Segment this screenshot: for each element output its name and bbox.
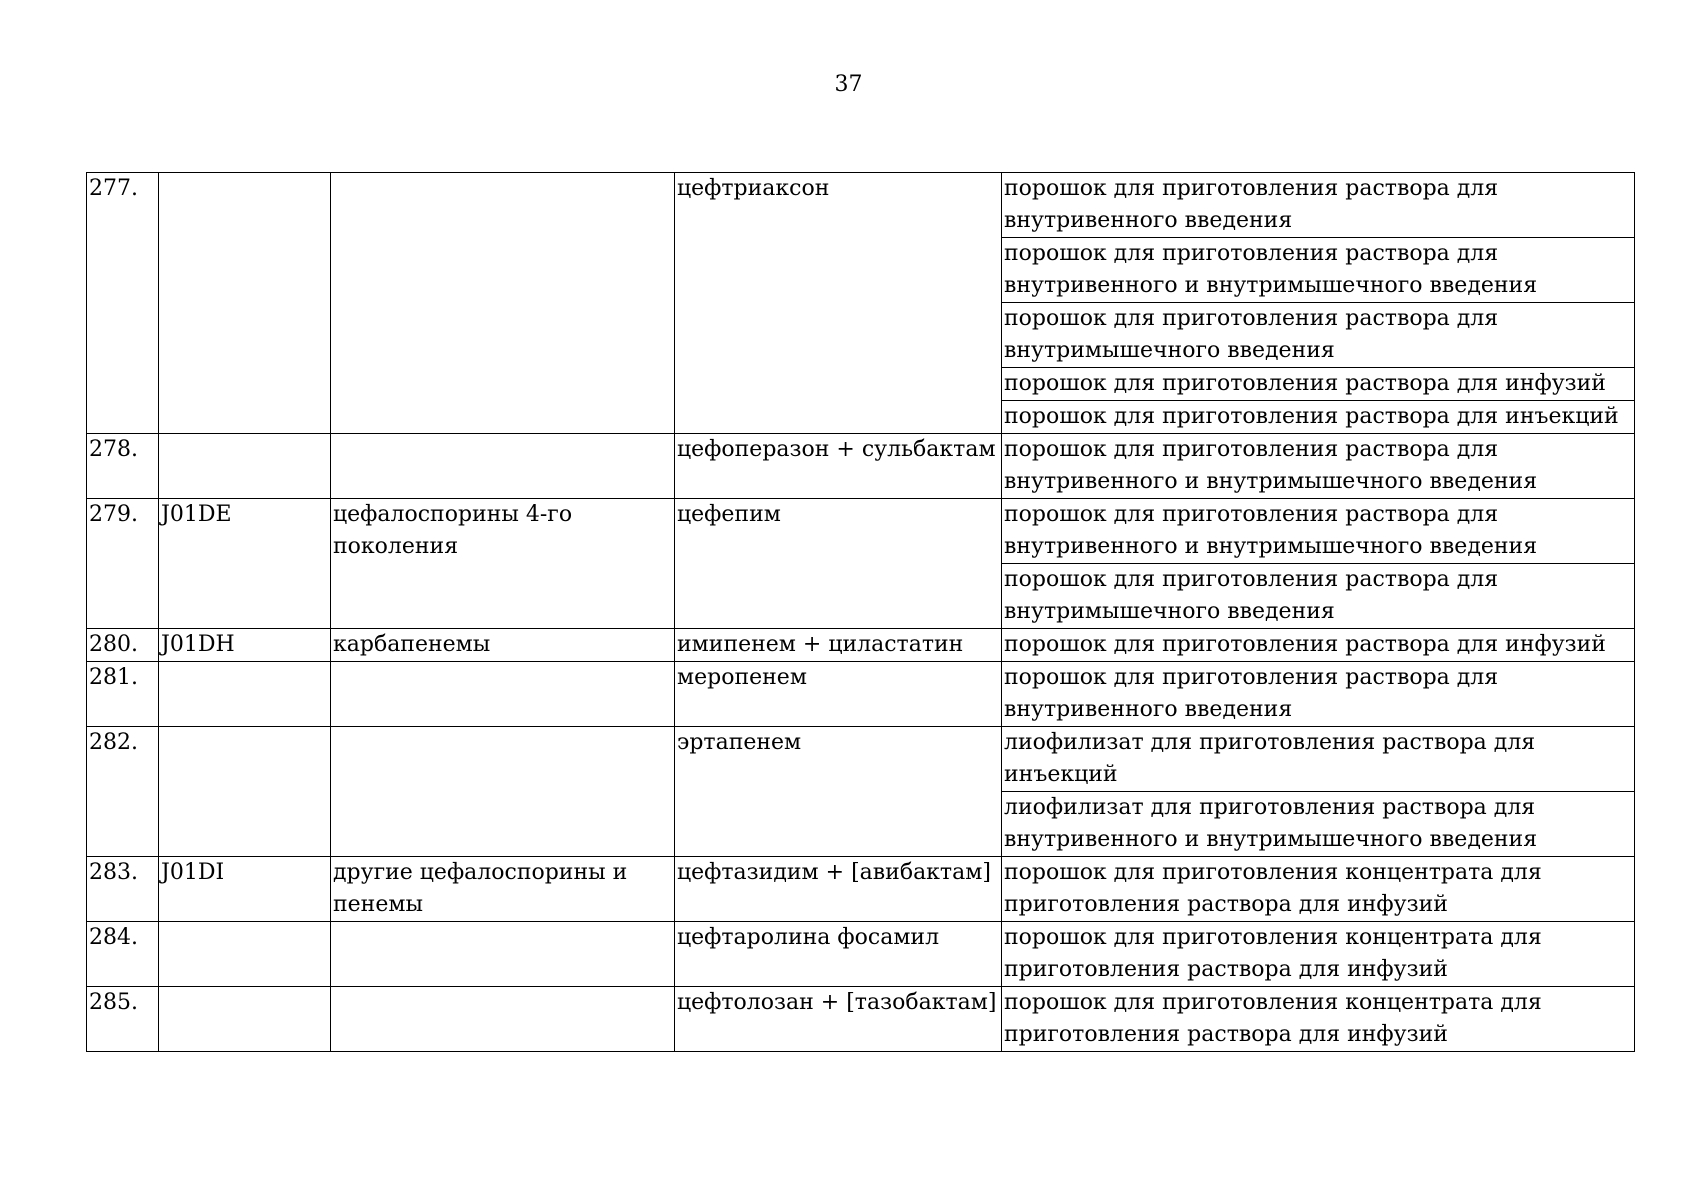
table-row <box>87 662 1635 727</box>
atc-code-cell: J01DI <box>159 857 331 922</box>
dosage-form-cell: лиофилизат для приготовления раствора для внутривенного и внутримышечного введения <box>1002 792 1635 857</box>
drug-name-cell: имипенем + циластатин <box>675 629 1002 662</box>
dosage-form-cell: порошок для приготовления раствора для внутримышечного введения <box>1002 564 1635 629</box>
table-row <box>87 434 1635 499</box>
table-row <box>87 857 1635 922</box>
drug-name-cell: цефоперазон + сульбактам <box>675 434 1002 499</box>
row-number-cell: 278. <box>87 434 159 499</box>
drug-group-cell <box>331 173 675 434</box>
dosage-form-cell: порошок для приготовления раствора для внутривенного введения <box>1002 662 1635 727</box>
atc-code-cell <box>159 662 331 727</box>
dosage-form-cell: порошок для приготовления раствора для внутривенного и внутримышечного введения <box>1002 499 1635 564</box>
drug-group-cell <box>331 727 675 857</box>
dosage-form-cell: порошок для приготовления раствора для внутривенного и внутримышечного введения <box>1002 238 1635 303</box>
row-number-cell: 281. <box>87 662 159 727</box>
atc-code-cell: J01DE <box>159 499 331 629</box>
table-row <box>87 987 1635 1052</box>
dosage-form-cell: порошок для приготовления раствора для внутривенного введения <box>1002 173 1635 238</box>
dosage-form-cell: порошок для приготовления раствора для внутримышечного введения <box>1002 303 1635 368</box>
table-row <box>87 727 1635 792</box>
dosage-form-cell: порошок для приготовления раствора для инъекций <box>1002 401 1635 434</box>
dosage-form-cell: порошок для приготовления концентрата для приготовления раствора для инфузий <box>1002 857 1635 922</box>
drug-group-cell <box>331 987 675 1052</box>
drug-name-cell: цефтазидим + [авибактам] <box>675 857 1002 922</box>
drug-group-cell: другие цефалоспорины и пенемы <box>331 857 675 922</box>
drug-name-cell: эртапенем <box>675 727 1002 857</box>
dosage-form-cell: порошок для приготовления раствора для инфузий <box>1002 368 1635 401</box>
row-number-cell: 285. <box>87 987 159 1052</box>
dosage-form-cell: порошок для приготовления раствора для инфузий <box>1002 629 1635 662</box>
table-row <box>87 499 1635 564</box>
table-row <box>87 922 1635 987</box>
drug-name-cell: цефтаролина фосамил <box>675 922 1002 987</box>
row-number-cell: 284. <box>87 922 159 987</box>
dosage-form-cell: порошок для приготовления концентрата для приготовления раствора для инфузий <box>1002 922 1635 987</box>
table-row <box>87 173 1635 238</box>
atc-code-cell <box>159 727 331 857</box>
drug-group-cell: карбапенемы <box>331 629 675 662</box>
row-number-cell: 277. <box>87 173 159 434</box>
dosage-form-cell: порошок для приготовления концентрата для приготовления раствора для инфузий <box>1002 987 1635 1052</box>
drug-table <box>86 172 1635 1052</box>
row-number-cell: 280. <box>87 629 159 662</box>
drug-name-cell: цефтриаксон <box>675 173 1002 434</box>
row-number-cell: 279. <box>87 499 159 629</box>
table-body <box>87 173 1635 1052</box>
drug-group-cell: цефалоспорины 4-го поколения <box>331 499 675 629</box>
atc-code-cell <box>159 173 331 434</box>
drug-name-cell: меропенем <box>675 662 1002 727</box>
atc-code-cell <box>159 987 331 1052</box>
row-number-cell: 283. <box>87 857 159 922</box>
atc-code-cell <box>159 434 331 499</box>
drug-name-cell: цефепим <box>675 499 1002 629</box>
drug-name-cell: цефтолозан + [тазобактам] <box>675 987 1002 1052</box>
drug-group-cell <box>331 662 675 727</box>
dosage-form-cell: лиофилизат для приготовления раствора для инъекций <box>1002 727 1635 792</box>
table-row <box>87 629 1635 662</box>
drug-group-cell <box>331 922 675 987</box>
drug-group-cell <box>331 434 675 499</box>
dosage-form-cell: порошок для приготовления раствора для внутривенного и внутримышечного введения <box>1002 434 1635 499</box>
atc-code-cell <box>159 922 331 987</box>
page-number: 37 <box>834 72 863 97</box>
row-number-cell: 282. <box>87 727 159 857</box>
atc-code-cell: J01DH <box>159 629 331 662</box>
